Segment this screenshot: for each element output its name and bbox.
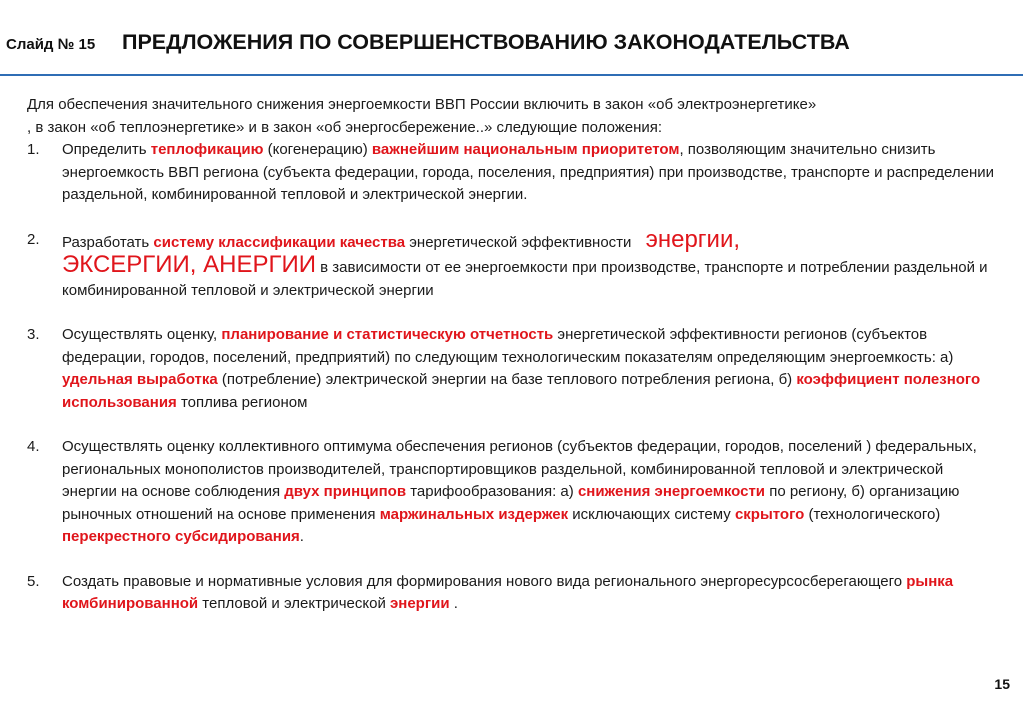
highlight-text: рынка комбинированной: [62, 572, 954, 612]
intro-line-2: , в закон «об теплоэнергетике» и в закон «об энергосбережение..» следующие положения:: [27, 118, 663, 136]
large-highlight-text: энергии,: [645, 225, 741, 253]
highlight-text: важнейшим национальным приоритетом: [371, 141, 680, 158]
list-item-5: [27, 571, 1002, 616]
highlight-text: перекрестного субсидирования: [62, 528, 300, 545]
item-text: топлива регионом: [176, 393, 308, 411]
item-text: .: [299, 528, 304, 545]
item-text: энергетической эффективности: [405, 233, 636, 251]
highlight-text: маржинальных издержек: [379, 505, 569, 523]
item-text: тарифообразования: а): [406, 483, 578, 500]
slide-body: [27, 94, 1002, 616]
highlight-text: планирование и статистическую отчетность: [221, 326, 554, 343]
slide-title: ПРЕДЛОЖЕНИЯ ПО СОВЕРШЕНСТВОВАНИЮ ЗАКОНОДАТЕЛЬСТВА: [122, 30, 850, 54]
highlight-text: систему классификации качества: [153, 233, 406, 251]
item-text: по региону, б) организацию рыночных отношений на основе применения: [62, 483, 960, 523]
item-text: энергетической эффективности регионов (субъектов федерации, городов, поселений, предприятий) по следующим технологическим показателям определяющим энергоемкость: а): [62, 326, 954, 366]
highlight-text: двух принципов: [284, 483, 407, 500]
item-text: (когенерацию): [263, 141, 372, 158]
item-text: Определить: [62, 141, 151, 158]
highlight-text: удельная выработка: [62, 371, 218, 388]
item-text: Разработать: [62, 233, 154, 251]
item-text: , позволяющим значительно снизить энергоемкость ВВП региона (субъекта федерации, города, поселения, предприятия) при производстве, транспорте и распределении раздельной, комбинированной тепловой и электрической энергии.: [62, 141, 995, 203]
list-number: 1.: [27, 141, 40, 158]
highlight-text: скрытого: [734, 505, 805, 523]
list-number: 3.: [27, 326, 40, 343]
item-text: исключающих систему: [568, 505, 735, 523]
highlight-text: энергии: [390, 595, 450, 612]
item-text: Осуществлять оценку,: [62, 326, 222, 343]
intro-line-1: Для обеспечения значительного снижения энергоемкости ВВП России включить в закон «об электроэнергетике»: [27, 96, 817, 113]
page-number: 15: [994, 676, 1010, 692]
list-item-3: [27, 324, 1002, 414]
highlight-text: коэффициент полезного использования: [62, 371, 981, 411]
item-text: Создать правовые и нормативные условия для формирования нового вида регионального энергоресурсосберегающего: [62, 572, 907, 590]
slide-header: [0, 0, 1023, 76]
highlight-text: снижения энергоемкости: [577, 483, 766, 500]
item-text: в зависимости от ее энергоемкости при производстве, транспорте и потреблении раздельной и комбинированной тепловой и электрической энергии: [62, 259, 988, 299]
item-text: (технологического): [804, 505, 941, 523]
list-item-2: [27, 225, 1002, 303]
header-divider: [0, 74, 1023, 76]
list-item-1: [27, 139, 1002, 207]
item-text: (потребление) электрической энергии на базе теплового потребления региона, б): [217, 371, 797, 388]
list-number: 5.: [27, 572, 40, 590]
list-number: 2.: [27, 230, 40, 248]
item-text: тепловой и электрической: [198, 595, 390, 612]
highlight-text: теплофикацию: [150, 141, 264, 158]
list-number: 4.: [27, 438, 40, 455]
item-text: Осуществлять оценку коллективного оптимума обеспечения регионов (субъектов федерации, городов, поселений ) федеральных, региональных монополистов производителей, транспортировщиков раздельной, комбинированной тепловой и электрической энергии на основе соблюдения: [62, 438, 977, 500]
slide-number-label: Слайд № 15: [6, 36, 96, 53]
intro-paragraph: [27, 94, 1002, 139]
list-item-4: [27, 436, 1002, 549]
large-highlight-text: ЭКСЕРГИИ, АНЕРГИИ: [62, 251, 316, 278]
item-text: .: [449, 595, 458, 612]
